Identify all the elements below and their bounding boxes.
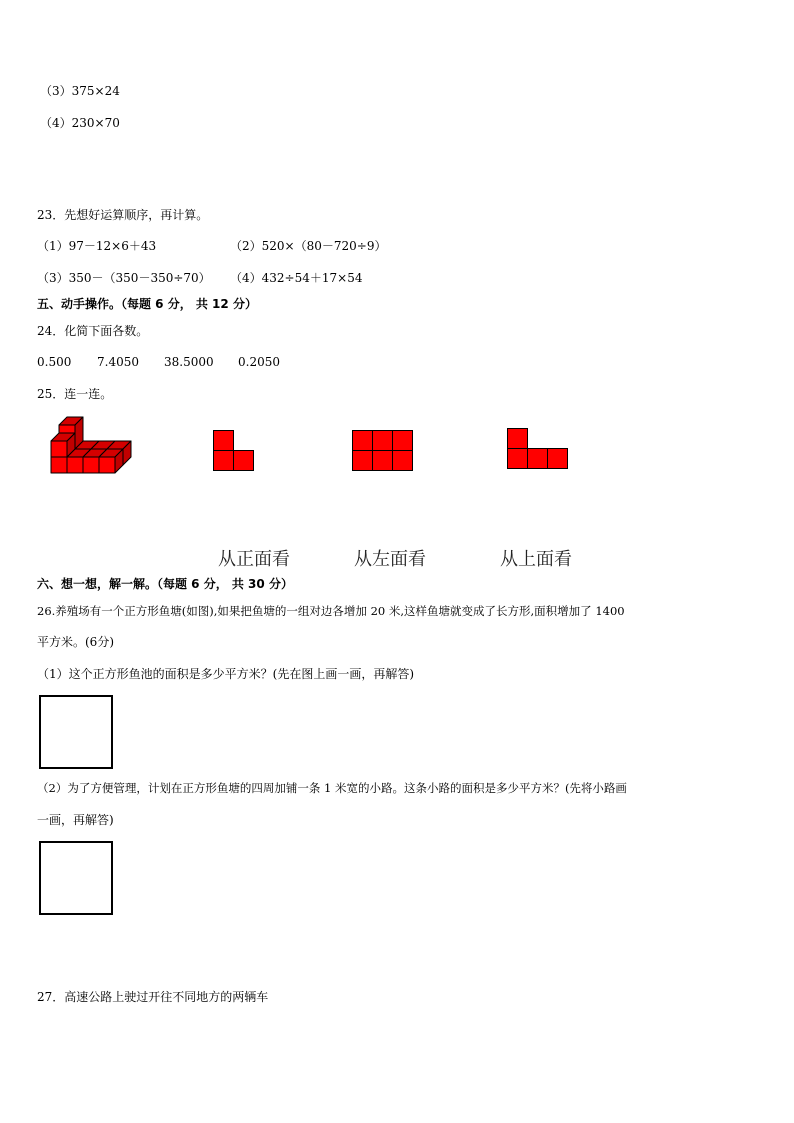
view-label-top: 从上面看: [500, 549, 572, 570]
q26-text-line-2: 平方米。(6分): [37, 635, 114, 649]
q23-item-2: （2）520×（80－720÷9）: [230, 239, 387, 253]
q23-item-1: （1）97－12×6＋43: [37, 239, 157, 253]
q26-sub-question-2-line-1: （2）为了方便管理，计划在正方形鱼塘的四周加铺一条 1 米宽的小路。这条小路的面积是多少平方米？(先将小路画: [37, 781, 627, 795]
q27-title: 27．高速公路上驶过开往不同地方的两辆车: [37, 990, 269, 1004]
view-label-left: 从左面看: [354, 549, 426, 570]
q26-sub-question-1: （1）这个正方形鱼池的面积是多少平方米？(先在图上画一画，再解答): [37, 667, 415, 681]
q23-item-3: （3）350－（350－350÷70）: [37, 271, 211, 285]
section-6-heading: 六、想一想，解一解。（每题 6 分， 共 30 分）: [37, 577, 293, 591]
q24-number-2: 7.4050: [97, 355, 139, 369]
square-pond-figure-2: [39, 841, 113, 915]
q24-number-4: 0.2050: [238, 355, 280, 369]
q24-number-3: 38.5000: [164, 355, 214, 369]
q22-item-4: （4）230×70: [40, 116, 120, 130]
q24-title: 24．化简下面各数。: [37, 324, 149, 338]
view-shape-l-long: [507, 428, 569, 470]
square-pond-figure-1: [39, 695, 113, 769]
q23-title: 23．先想好运算顺序，再计算。: [37, 208, 209, 222]
q22-item-3: （3）375×24: [40, 84, 120, 98]
q25-title: 25．连一连。: [37, 387, 113, 401]
view-label-front: 从正面看: [218, 549, 290, 570]
q26-sub-question-2-line-2: 一画，再解答): [37, 813, 114, 827]
q23-item-4: （4）432÷54＋17×54: [230, 271, 363, 285]
q24-number-1: 0.500: [37, 355, 72, 369]
q26-text-line-1: 26.养殖场有一个正方形鱼塘(如图),如果把鱼塘的一组对边各增加 20 米,这样鱼塘就变成了长方形,面积增加了 1400: [37, 604, 625, 618]
section-5-heading: 五、动手操作。（每题 6 分， 共 12 分）: [37, 297, 257, 311]
view-shape-l-small: [213, 430, 255, 472]
cube-solid-figure: [45, 417, 135, 481]
view-shape-rectangle: [352, 430, 414, 472]
